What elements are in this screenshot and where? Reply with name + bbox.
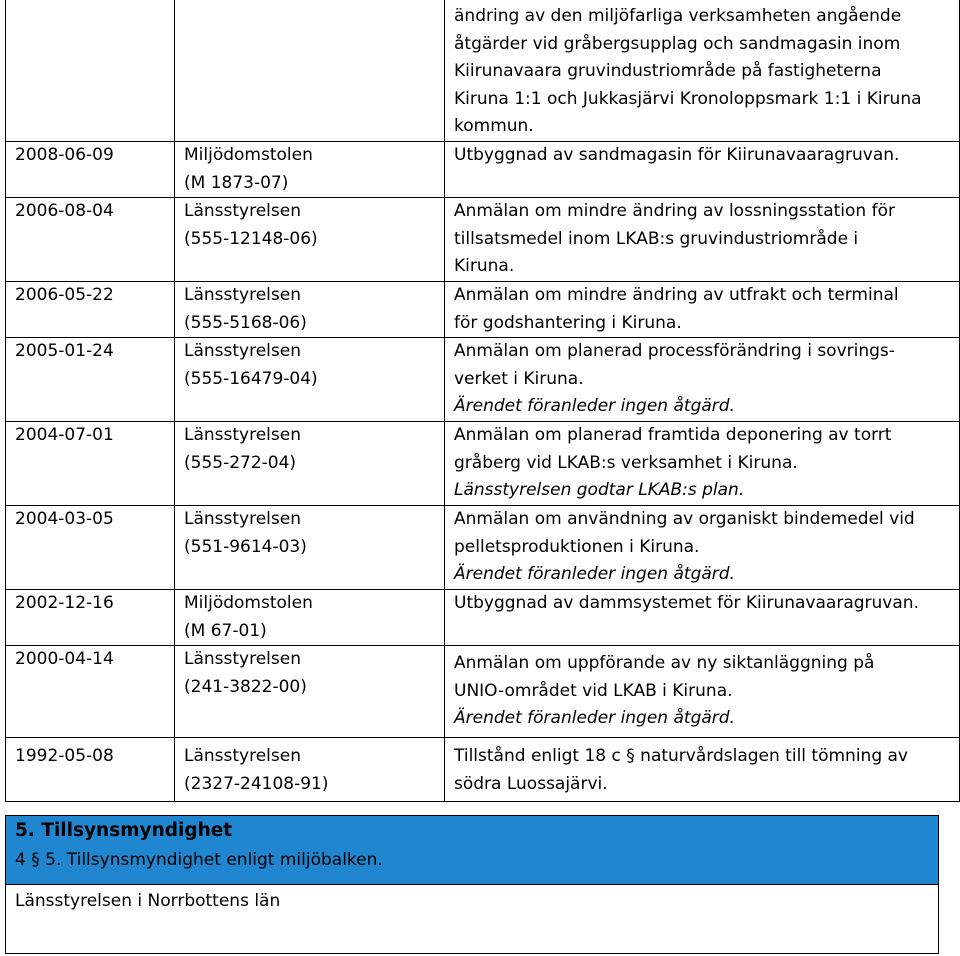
table-row bbox=[6, 421, 960, 505]
authority: Länsstyrelsen bbox=[184, 341, 301, 362]
description-line: ändring av den miljöfarliga verksamheten angående bbox=[454, 6, 902, 26]
table-row bbox=[6, 141, 960, 197]
decision-note: Ärendet föranleder ingen åtgärd. bbox=[454, 396, 735, 417]
case-number: (2327-24108-91) bbox=[184, 773, 329, 794]
description-cell bbox=[445, 0, 960, 141]
authority-cell bbox=[175, 0, 445, 141]
authority: Länsstyrelsen bbox=[184, 746, 301, 767]
date: 2005-01-24 bbox=[15, 341, 114, 362]
case-number: (M 1873-07) bbox=[184, 172, 289, 193]
date: 2004-03-05 bbox=[15, 508, 114, 529]
decision-note: Ärendet föranleder ingen åtgärd. bbox=[454, 564, 735, 585]
section-header bbox=[6, 816, 938, 885]
description-line: södra Luossajärvi. bbox=[454, 773, 608, 794]
description-line: Utbyggnad av dammsystemet för Kiirunavaaragruvan. bbox=[454, 592, 919, 613]
table-row bbox=[6, 589, 960, 645]
table-row bbox=[6, 281, 960, 337]
authority: Länsstyrelsen bbox=[184, 649, 301, 670]
section-body-text: Länsstyrelsen i Norrbottens län bbox=[15, 891, 281, 911]
supervisory-authority-section bbox=[5, 815, 939, 954]
table-row bbox=[6, 646, 960, 738]
date: 2006-05-22 bbox=[15, 284, 114, 305]
description-line: Anmälan om planerad framtida deponering av torrt bbox=[454, 424, 892, 445]
case-number: (555-16479-04) bbox=[184, 368, 318, 389]
description-line: Kiirunavaara gruvindustriområde på fastigheterna bbox=[454, 61, 882, 82]
case-number: (555-12148-06) bbox=[184, 228, 318, 249]
description-line: pelletsproduktionen i Kiruna. bbox=[454, 536, 700, 557]
description-line: Anmälan om mindre ändring av utfrakt och terminal bbox=[454, 284, 899, 305]
description-line: Kiruna 1:1 och Jukkasjärvi Kronoloppsmark 1:1 i Kiruna bbox=[454, 88, 922, 109]
description-line: Anmälan om planerad processförändring i sovrings- bbox=[454, 341, 895, 362]
description-line: Tillstånd enligt 18 c § naturvårdslagen till tömning av bbox=[454, 746, 908, 767]
table-row bbox=[6, 198, 960, 282]
description-line: Anmälan om användning av organiskt bindemedel vid bbox=[454, 508, 915, 529]
section-subtitle: 4 § 5. Tillsynsmyndighet enligt miljöbalken. bbox=[15, 850, 383, 870]
decision-note: Länsstyrelsen godtar LKAB:s plan. bbox=[454, 480, 745, 501]
authority: Miljödomstolen bbox=[184, 592, 313, 613]
decision-note: Ärendet föranleder ingen åtgärd. bbox=[454, 708, 735, 729]
section-title: 5. Tillsynsmyndighet bbox=[15, 820, 233, 841]
description-line: UNIO-området vid LKAB i Kiruna. bbox=[454, 680, 733, 701]
date: 2004-07-01 bbox=[15, 424, 114, 445]
case-number: (555-272-04) bbox=[184, 452, 297, 473]
case-number: (M 67-01) bbox=[184, 620, 267, 641]
case-number: (555-5168-06) bbox=[184, 312, 307, 333]
authority: Länsstyrelsen bbox=[184, 284, 301, 305]
table-row bbox=[6, 505, 960, 589]
description-line: för godshantering i Kiruna. bbox=[454, 312, 682, 333]
description-line: åtgärder vid gråbergsupplag och sandmagasin inom bbox=[454, 33, 901, 54]
description-line: tillsatsmedel inom LKAB:s gruvindustriområde i bbox=[454, 228, 859, 249]
authority: Länsstyrelsen bbox=[184, 508, 301, 529]
authority: Länsstyrelsen bbox=[184, 201, 301, 222]
date: 2000-04-14 bbox=[15, 649, 114, 670]
table-row bbox=[6, 738, 960, 802]
date-cell bbox=[6, 0, 175, 141]
description-line: gråberg vid LKAB:s verksamhet i Kiruna. bbox=[454, 452, 798, 473]
authority: Länsstyrelsen bbox=[184, 424, 301, 445]
decisions-table bbox=[5, 0, 960, 802]
authority: Miljödomstolen bbox=[184, 144, 313, 165]
description-line: Utbyggnad av sandmagasin för Kiirunavaaragruvan. bbox=[454, 144, 900, 165]
date: 2008-06-09 bbox=[15, 144, 114, 165]
description-line: Anmälan om uppförande av ny siktanläggning på bbox=[454, 653, 875, 674]
description-line: Kiruna. bbox=[454, 256, 515, 277]
case-number: (551-9614-03) bbox=[184, 536, 307, 557]
date: 2002-12-16 bbox=[15, 592, 114, 613]
table-row bbox=[6, 338, 960, 422]
description-line: verket i Kiruna. bbox=[454, 368, 584, 389]
table-row bbox=[6, 0, 960, 141]
date: 2006-08-04 bbox=[15, 201, 114, 222]
description-line: kommun. bbox=[454, 116, 534, 137]
case-number: (241-3822-00) bbox=[184, 676, 307, 697]
date: 1992-05-08 bbox=[15, 746, 114, 767]
description-line: Anmälan om mindre ändring av lossningsstation för bbox=[454, 201, 895, 222]
